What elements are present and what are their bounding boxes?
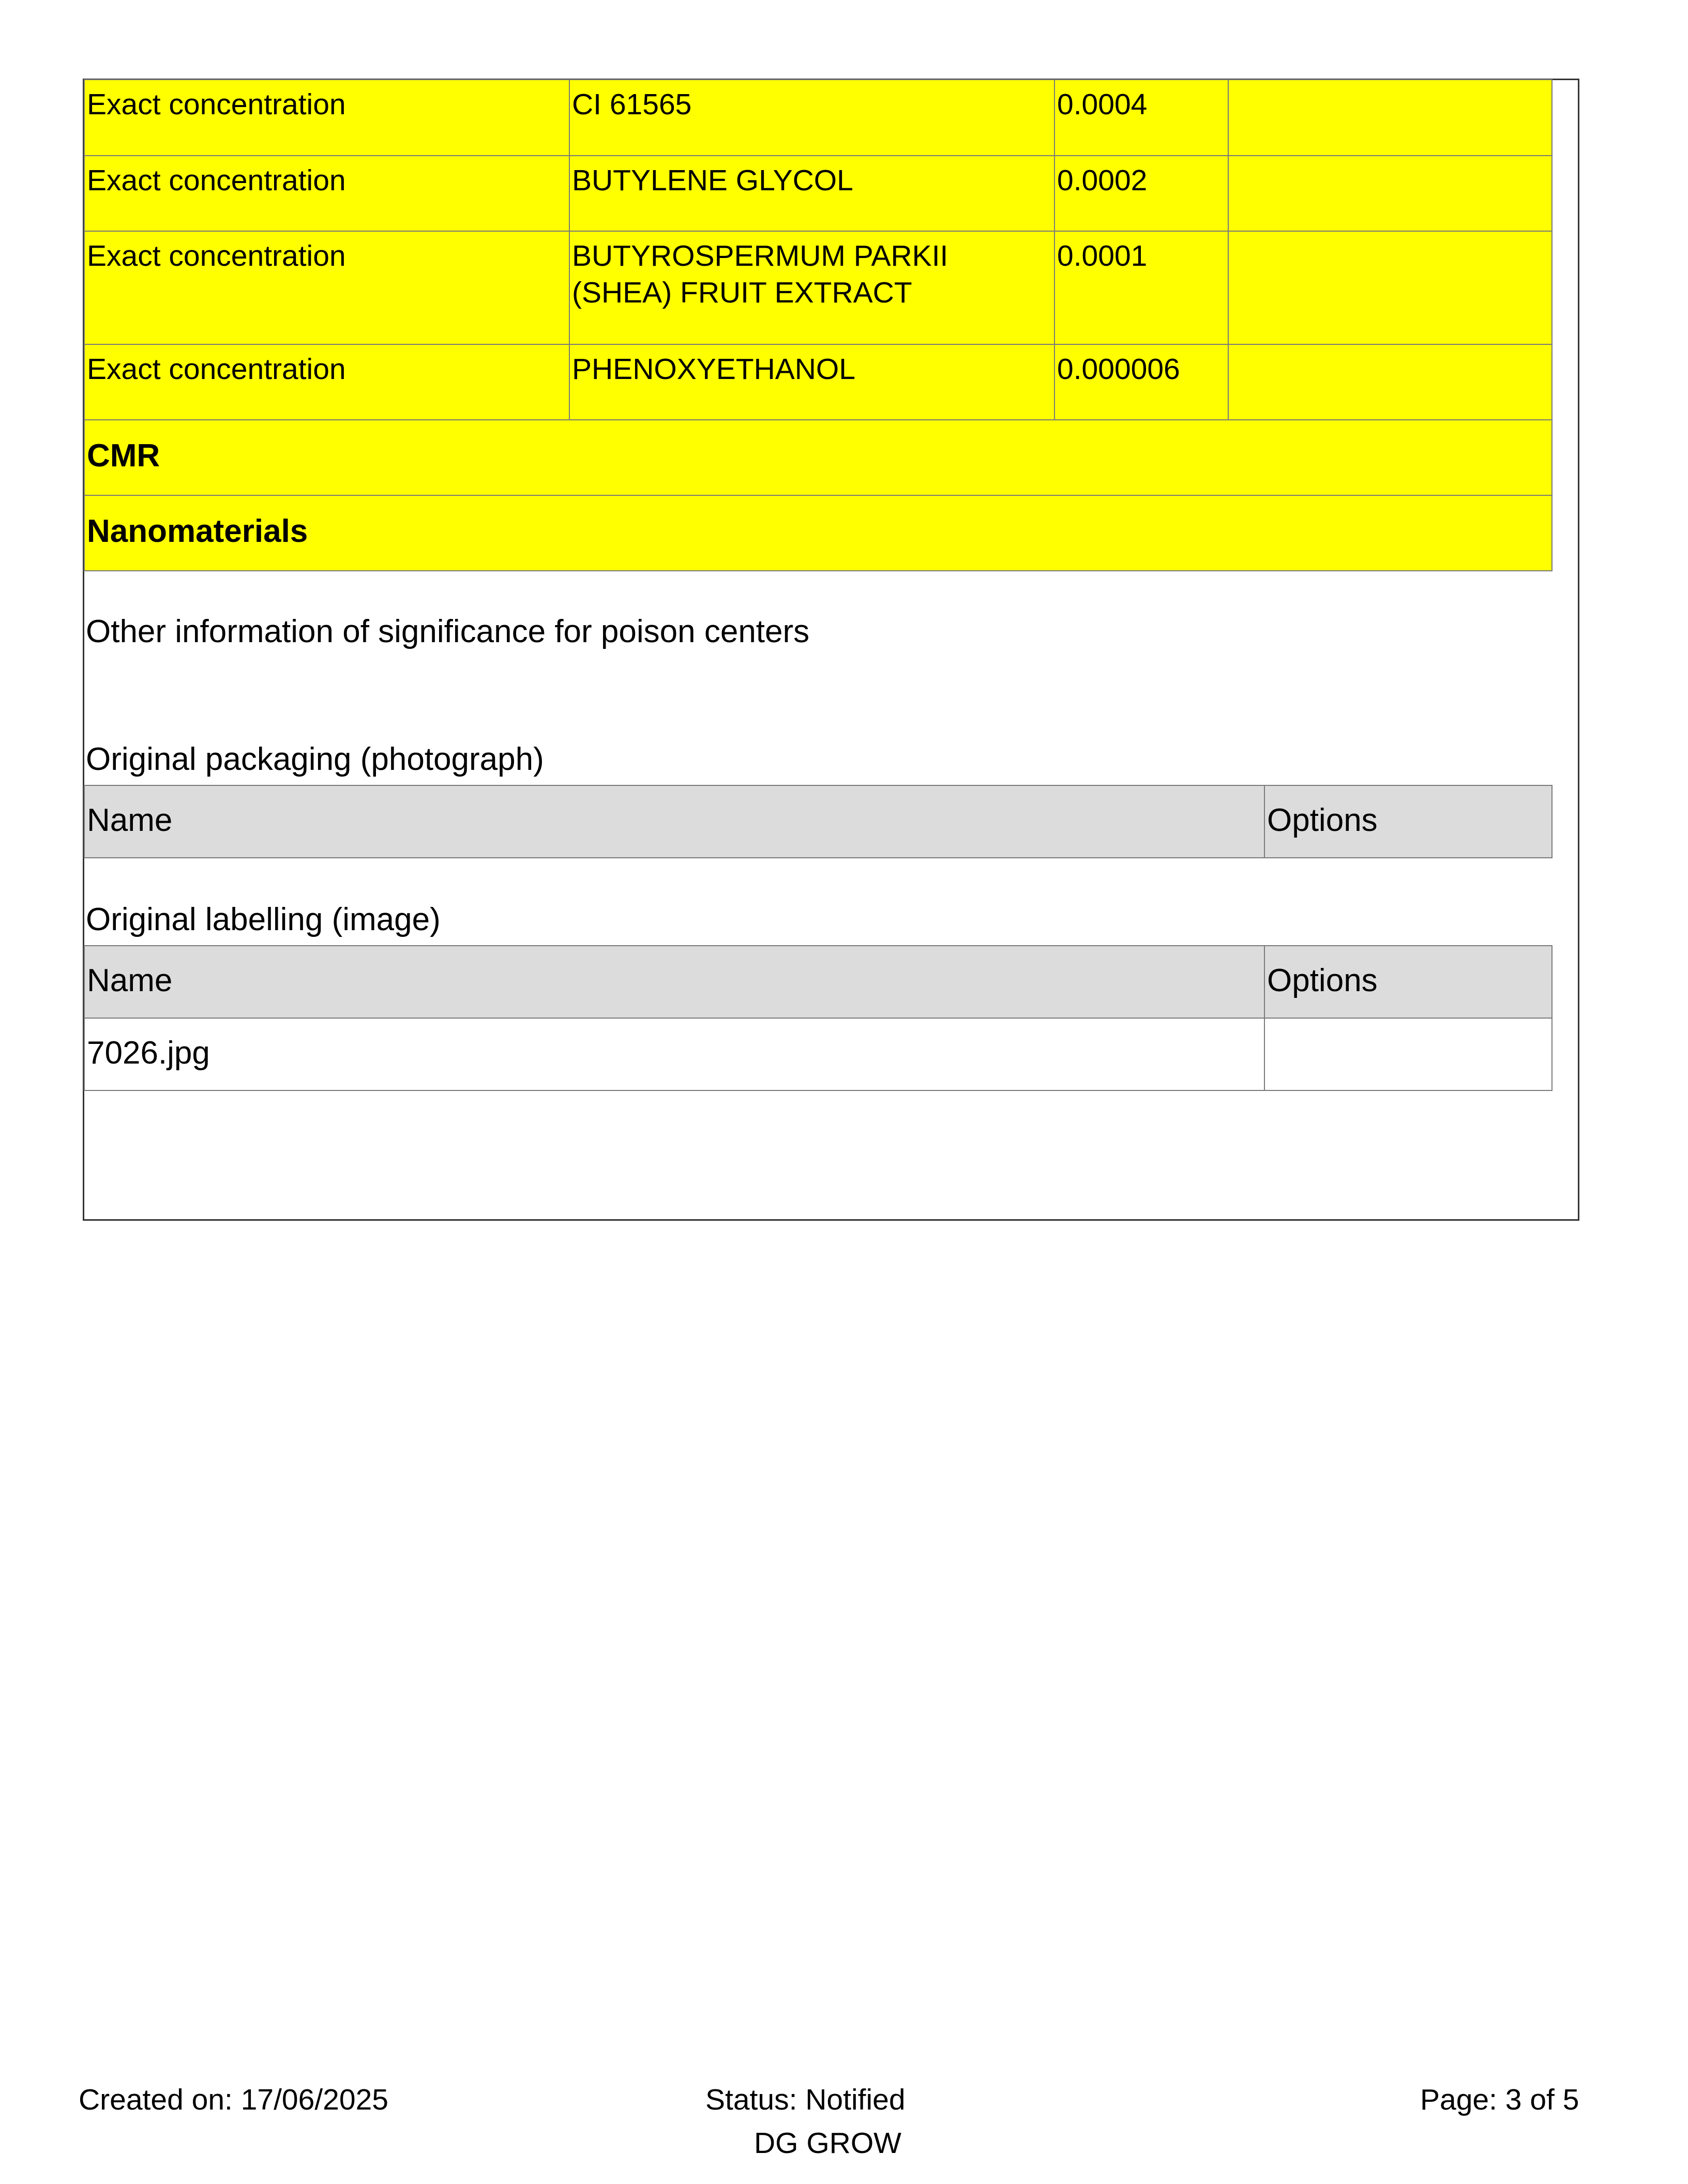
labelling-title: Original labelling (image): [86, 902, 441, 937]
labelling-table: [84, 945, 1553, 1091]
concentration-type-cell: Exact concentration: [84, 80, 569, 156]
file-options-cell[interactable]: [1264, 1018, 1552, 1090]
page-number: Page: 3 of 5: [1420, 2083, 1579, 2116]
created-date: Created on: 17/06/2025: [79, 2083, 388, 2116]
extra-cell: [1228, 344, 1552, 420]
extra-cell: [1228, 80, 1552, 156]
column-header-options: Options: [1264, 946, 1552, 1018]
status-text: Status: Notified: [705, 2083, 906, 2116]
table-row: [84, 156, 1552, 231]
concentration-value-cell: 0.000006: [1054, 344, 1228, 420]
cmr-heading: CMR: [84, 420, 1552, 495]
nanomaterials-heading: Nanomaterials: [84, 495, 1552, 571]
concentration-type-cell: Exact concentration: [84, 156, 569, 231]
packaging-table: [84, 785, 1553, 858]
organization-text: DG GROW: [754, 2127, 901, 2160]
concentration-type-cell: Exact concentration: [84, 344, 569, 420]
extra-cell: [1228, 156, 1552, 231]
table-row: [84, 1018, 1552, 1090]
concentration-value-cell: 0.0001: [1054, 231, 1228, 344]
column-header-name: Name: [84, 785, 1264, 858]
table-header-row: [84, 785, 1552, 858]
table-row: [84, 231, 1552, 344]
ingredient-name-cell: BUTYROSPERMUM PARKII (SHEA) FRUIT EXTRACT: [569, 231, 1054, 344]
ingredient-name-cell: BUTYLENE GLYCOL: [569, 156, 1054, 231]
concentration-type-cell: Exact concentration: [84, 231, 569, 344]
poison-info-label: Other information of significance for poison centers: [86, 614, 810, 649]
concentration-value-cell: 0.0004: [1054, 80, 1228, 156]
section-row-nanomaterials: [84, 495, 1552, 571]
concentration-value-cell: 0.0002: [1054, 156, 1228, 231]
section-row-cmr: [84, 420, 1552, 495]
extra-cell: [1228, 231, 1552, 344]
column-header-name: Name: [84, 946, 1264, 1018]
ingredient-name-cell: PHENOXYETHANOL: [569, 344, 1054, 420]
packaging-title: Original packaging (photograph): [86, 741, 544, 777]
table-row: [84, 344, 1552, 420]
ingredient-name-cell: CI 61565: [569, 80, 1054, 156]
column-header-options: Options: [1264, 785, 1552, 858]
table-header-row: [84, 946, 1552, 1018]
table-row: [84, 80, 1552, 156]
file-name-cell[interactable]: 7026.jpg: [84, 1018, 1264, 1090]
ingredients-table: [84, 79, 1553, 571]
